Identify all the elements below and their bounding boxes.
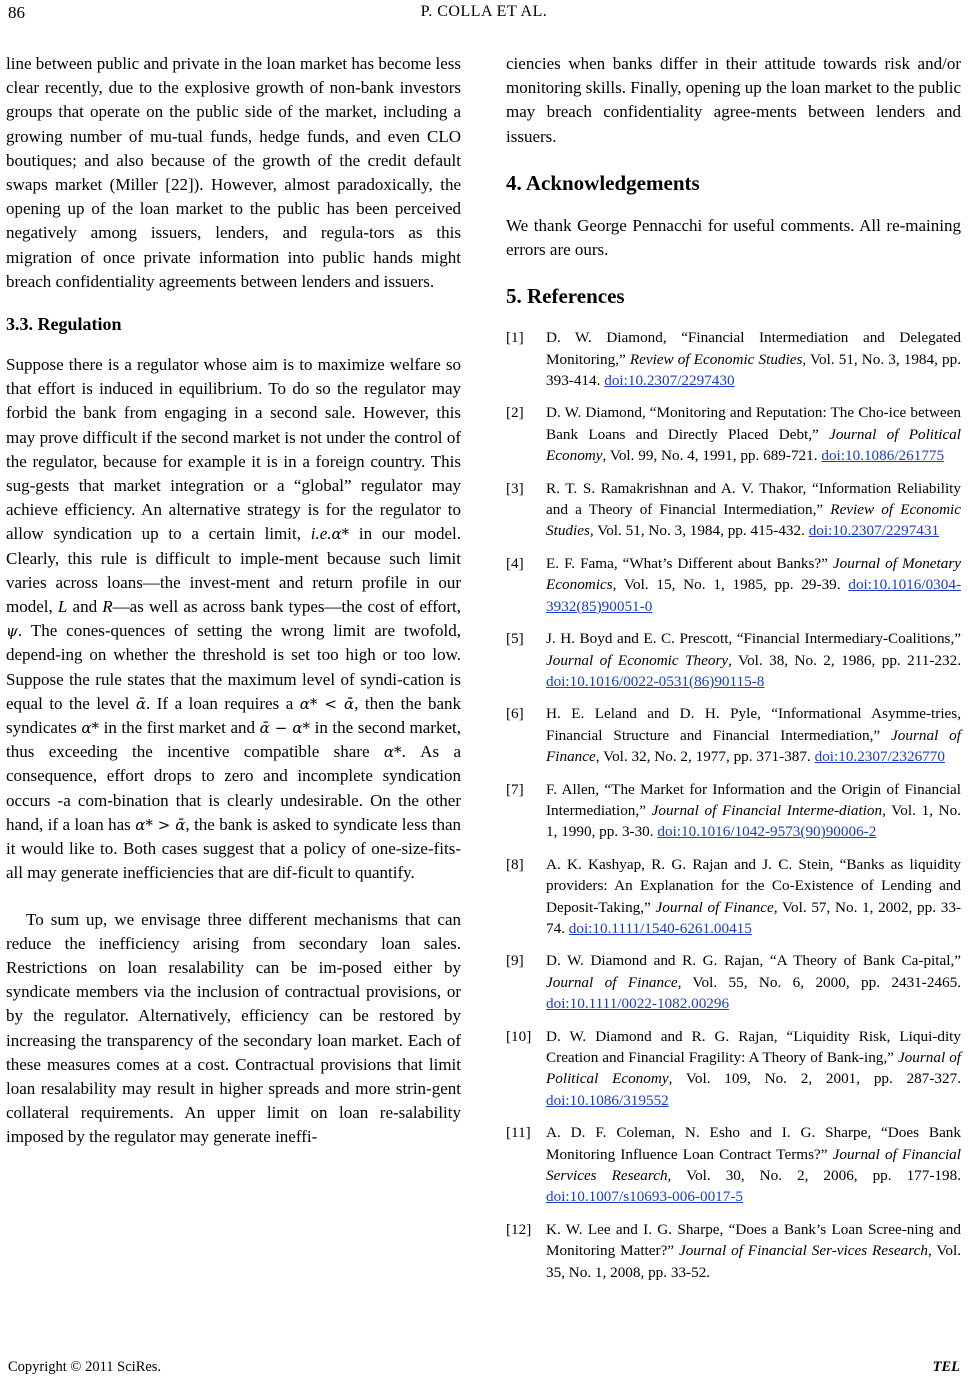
reference-item <box>506 854 961 940</box>
text-run: and <box>67 597 103 617</box>
section-heading-references: 5. References <box>506 284 625 309</box>
reference-details: , Vol. 109, No. 2, 2001, pp. 287-327. <box>668 1070 962 1088</box>
doi-link[interactable]: doi:10.1016/0022-0531(86)90115-8 <box>546 672 765 690</box>
reference-authors-title: D. W. Diamond and R. G. Rajan, “Liquidity Risk, Liqui-dity Creation and Financial Fragility: A Theory of Bank-ing,” <box>546 1027 961 1066</box>
doi-link[interactable]: doi:10.1111/0022-1082.00296 <box>546 995 730 1013</box>
reference-item <box>506 478 961 542</box>
reference-journal: Journal of Monetary Economics <box>546 554 961 594</box>
reference-text <box>546 1219 961 1283</box>
math-alpha-star: α* <box>383 743 402 762</box>
reference-details: , Vol. 51, No. 3, 1984, pp. 393-414. <box>546 350 962 390</box>
reference-item <box>506 553 961 617</box>
reference-item <box>506 1026 961 1112</box>
reference-journal: Journal of Finance <box>655 898 774 916</box>
text-run: Suppose there is a regulator whose aim is to maximize welfare so that effort is induced in equilibrium. To do so the regulator may forbid the bank from engaging in a second sale. However, this may prove difficult if the second market is not under the control of the regulator, because for example it is in a foreign country. This sug-gests that market integration or a “global” regulator may achieve efficiency. An alternative strategy is for the regulator to allow syndication up to a certain limit, <box>6 355 461 544</box>
math-alpha-bar: ᾱ <box>135 694 147 713</box>
text-run: . If a loan requires a <box>146 693 300 713</box>
doi-link[interactable]: doi:10.1086/319552 <box>546 1091 669 1109</box>
doi-link[interactable]: doi:10.1016/1042-9573(90)90006-2 <box>657 823 877 841</box>
reference-text <box>546 779 961 843</box>
text-run: . The cones-quences of setting the wrong limit are twofold, depend-ing on whether the threshold is set too high or too low. Suppose the rule states that the maximum level of syndi-cation is equal to the level <box>6 621 461 713</box>
doi-link[interactable]: doi:10.1111/1540-6261.00415 <box>568 919 752 937</box>
reference-authors-title: R. T. S. Ramakrishnan and A. V. Thakor, “Information Reliability and a Theory of Financial Intermediation,” <box>546 479 961 519</box>
reference-text <box>546 327 961 391</box>
reference-number: [10] <box>506 1027 532 1045</box>
reference-authors-title: A. D. F. Coleman, N. Esho and I. G. Sharpe, “Does Bank Monitoring Influence Loan Contract Terms?” <box>546 1124 961 1163</box>
text-run: , then the bank syndicates <box>6 693 461 738</box>
math-L: L <box>57 597 68 617</box>
reference-text <box>546 1122 961 1208</box>
reference-number: [9] <box>506 952 524 970</box>
reference-number: [12] <box>506 1220 532 1238</box>
reference-journal: Journal of Political Economy <box>546 1049 962 1088</box>
math-R: R <box>102 597 113 617</box>
copyright-notice: Copyright © 2011 SciRes. <box>8 1359 162 1375</box>
reference-item <box>506 628 961 692</box>
reference-item <box>506 950 961 1014</box>
reference-details: , Vol. 57, No. 1, 2002, pp. 33-74. <box>546 898 961 937</box>
reference-details: , Vol. 32, No. 2, 1977, pp. 371-387. <box>595 748 815 766</box>
doi-link[interactable]: doi:10.1086/261775 <box>821 447 945 465</box>
reference-authors-title: H. E. Leland and D. H. Pyle, “Informational Asymme-tries, Financial Structure and Financial Intermediation,” <box>546 705 961 744</box>
reference-item <box>506 1219 961 1283</box>
text-run: in our model. Clearly, this rule is difficult to imple-ment because such limit varies across loans—the invest-ment and return profile in our model, <box>6 524 461 617</box>
reference-text <box>546 703 961 767</box>
text-run: . As a consequence, effort drops to zero and incomplete syndication occurs -a com-bination that is clearly undesirable. On the other hand, if a loan has <box>6 742 461 834</box>
paragraph-summary: To sum up, we envisage three different mechanisms that can reduce the inefficiency arising from secondary loan sales. Restrictions on loan resalability can be im-posed either by syndicate members via the inclusion of contractual provisions, or by the regulator. Alternatively, efficiency can be restored by increasing the transparency of the secondary loan market. Each of these measures comes at a cost. Contractual provisions that limit loan resalability may result in higher spreads and more strin-gent collateral requirements. An upper limit on loan re-salability imposed by the regulator may generate ineffi- <box>6 909 461 1147</box>
reference-text <box>546 478 961 542</box>
reference-item <box>506 402 961 466</box>
reference-journal: Review of Economic Studies <box>629 350 803 368</box>
math-psi: ψ <box>6 622 18 641</box>
reference-details: , Vol. 51, No. 3, 1984, pp. 415-432. <box>589 522 809 540</box>
reference-item <box>506 779 961 843</box>
text-run: , the bank is asked to syndicate less than it would like to. Both cases suggest that a policy of one-size-fits-all may generate inefficiencies that are dif-ficult to quantify. <box>6 814 461 883</box>
reference-details: , Vol. 38, No. 2, 1986, pp. 211-232. <box>728 651 961 669</box>
doi-link[interactable]: doi:10.2307/2326770 <box>814 748 945 766</box>
math-condition-greater: α* > ᾱ <box>135 815 186 834</box>
reference-authors-title: D. W. Diamond and R. G. Rajan, “A Theory of Bank Ca-pital,” <box>546 952 961 970</box>
reference-authors-title: K. W. Lee and I. G. Sharpe, “Does a Bank’s Loan Scree-ning and Monitoring Matter?” <box>546 1220 961 1260</box>
reference-item <box>506 327 961 391</box>
reference-journal: Journal of Financial Services Research <box>546 1145 961 1185</box>
section-heading-acknowledgements: 4. Acknowledgements <box>506 170 700 195</box>
reference-text <box>546 854 961 940</box>
reference-authors-title: A. K. Kashyap, R. G. Rajan and J. C. Stein, “Banks as liquidity providers: An Explanation for the Co-Existence of Lending and Deposit-Taking,” <box>546 855 961 916</box>
reference-number: [1] <box>506 329 524 347</box>
reference-authors-title: E. F. Fama, “What’s Different about Banks?” <box>546 554 833 572</box>
doi-link[interactable]: doi:10.1007/s10693-006-0017-5 <box>546 1188 744 1206</box>
math-alpha-star: α* <box>331 525 350 544</box>
reference-journal: Journal of Economic Theory <box>546 651 729 669</box>
text-ie: i.e. <box>310 524 332 544</box>
reference-item <box>506 1122 961 1208</box>
reference-item <box>506 703 961 767</box>
math-difference: ᾱ − α* <box>259 719 311 738</box>
page-number: 86 <box>8 3 25 22</box>
reference-number: [6] <box>506 705 524 723</box>
text-run: in the first market and <box>99 718 260 738</box>
reference-journal: Journal of Finance <box>546 726 961 766</box>
reference-text <box>546 628 961 692</box>
acknowledgements-text: We thank George Pennacchi for useful comments. All re-maining errors are ours. <box>506 215 961 260</box>
doi-link[interactable]: doi:10.2307/2297431 <box>808 522 940 540</box>
left-column <box>6 52 461 1150</box>
reference-details: , Vol. 55, No. 6, 2000, pp. 2431-2465. <box>677 973 961 991</box>
math-alpha-star: α* <box>81 719 100 738</box>
text-run: in the second market, thus exceeding the incentive compatible share <box>6 718 461 762</box>
math-condition-less: α* < ᾱ <box>299 694 355 713</box>
reference-details: , Vol. 30, No. 2, 2006, pp. 177-198. <box>667 1167 961 1185</box>
reference-text <box>546 402 961 466</box>
page-header <box>0 0 968 30</box>
reference-authors-title: F. Allen, “The Market for Information and the Origin of Financial Intermediation,” <box>546 780 961 819</box>
reference-details: , Vol. 35, No. 1, 2008, pp. 33-52. <box>546 1242 961 1281</box>
paragraph-gap <box>6 886 461 908</box>
reference-authors-title: J. H. Boyd and E. C. Prescott, “Financial Intermediary-Coalitions,” <box>546 630 961 648</box>
doi-link[interactable]: doi:10.2307/2297430 <box>604 372 735 390</box>
journal-abbreviation: TEL <box>932 1359 960 1375</box>
reference-journal: Journal of Financial Interme-diation <box>651 801 883 819</box>
reference-details: , Vol. 1, No. 1, 1990, pp. 3-30. <box>546 801 962 841</box>
reference-number: [8] <box>506 855 524 873</box>
reference-authors-title: D. W. Diamond, “Monitoring and Reputation: The Cho-ice between Bank Loans and Directly Placed Debt,” <box>546 404 961 443</box>
doi-link[interactable]: doi:10.1016/0304-3932(85)90051-0 <box>546 576 961 615</box>
text-run: —as well as across bank types—the cost of effort, <box>112 597 462 617</box>
paragraph-continued-right: ciencies when banks differ in their attitude towards risk and/or monitoring skills. Finally, opening up the loan market to the public may breach confidentiality agree-ments between lenders and issuers. <box>506 54 962 146</box>
reference-number: [4] <box>506 554 524 572</box>
paragraph-regulation <box>6 353 461 885</box>
references-list <box>506 327 961 1283</box>
reference-number: [11] <box>506 1124 531 1142</box>
reference-details: , Vol. 99, No. 4, 1991, pp. 689-721. <box>602 447 822 465</box>
reference-journal: Journal of Finance <box>546 973 678 991</box>
reference-number: [3] <box>506 479 524 497</box>
reference-number: [2] <box>506 404 524 422</box>
page-footer <box>0 1357 968 1381</box>
reference-details: , Vol. 15, No. 1, 1985, pp. 29-39. <box>612 576 849 594</box>
reference-text <box>546 553 961 617</box>
reference-authors-title: D. W. Diamond, “Financial Intermediation and Delegated Monitoring,” <box>546 329 961 368</box>
section-heading-regulation: 3.3. Regulation <box>6 314 122 335</box>
running-head: P. COLLA ET AL. <box>420 3 548 20</box>
reference-journal: Journal of Financial Ser-vices Research <box>678 1242 928 1260</box>
paragraph-continued: line between public and private in the loan market has become less clear recently, due to the explosive growth of non-bank investors groups that operate on the public side of the market, including a growing number of mu-tual funds, hedge funds, and even CLO boutiques; and also because of the growth of the credit default swaps market (Miller [22]). However, almost paradoxically, the opening up of the loan market to the public has been perceived negatively among issuers, lenders, and regula-tors as this migration of once private information into public hands might breach confidentiality agreements between lenders and issuers. <box>6 54 461 291</box>
reference-number: [7] <box>506 780 524 798</box>
reference-journal: Journal of Political Economy <box>546 425 961 465</box>
reference-text <box>546 1026 961 1112</box>
reference-number: [5] <box>506 630 524 648</box>
reference-text <box>546 950 961 1014</box>
right-column <box>506 52 961 1294</box>
reference-journal: Review of Economic Studies <box>546 501 961 540</box>
